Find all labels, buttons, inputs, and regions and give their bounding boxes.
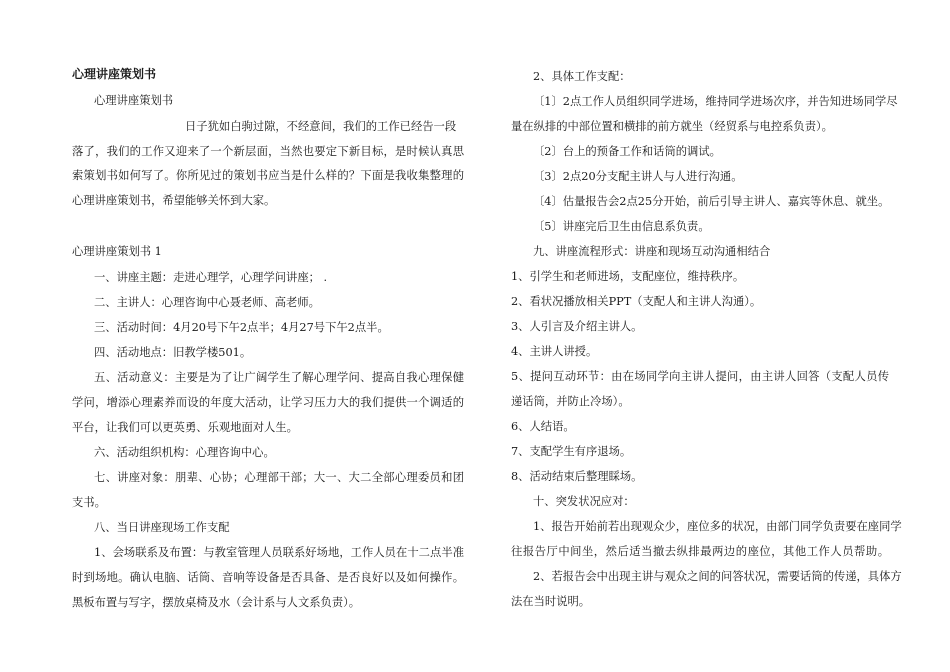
plan-item: 四、活动地点：旧教学楼501。 bbox=[94, 346, 252, 359]
plan-item: 六、活动组织机构：心理咨询中心。 bbox=[94, 446, 275, 459]
plan-item-continued: 递话筒，并防止冷场）。 bbox=[511, 395, 630, 408]
plan-item-continued: 学问，增添心理素养而设的年度大活动，让学习压力大的我们提供一个调适的 bbox=[72, 396, 464, 409]
intro-line: 日子犹如白驹过隙，不经意间，我们的工作已经告一段 bbox=[185, 120, 457, 133]
plan-item: 八、当日讲座现场工作支配 bbox=[94, 521, 230, 534]
plan-item-continued: 往报告厅中间坐，然后适当撤去纵排最两边的座位，其他工作人员帮助。 bbox=[511, 545, 889, 558]
plan-item: 5、提问互动环节：由在场同学向主讲人提问，由主讲人回答（支配人员传 bbox=[511, 370, 889, 383]
plan-item: 〔4〕估量报告会2点25分开始，前后引导主讲人、嘉宾等休息、就坐。 bbox=[533, 195, 890, 208]
plan-item: 2、若报告会中出现主讲与观众之间的问答状况，需要话筒的传递，具体方 bbox=[533, 570, 902, 583]
plan-item: 6、人结语。 bbox=[511, 420, 575, 433]
plan-item-continued: 支书。 bbox=[72, 496, 106, 509]
plan-item-continued: 平台，让我们可以更英勇、乐观地面对人生。 bbox=[72, 421, 298, 434]
document-title: 心理讲座策划书 bbox=[72, 67, 157, 81]
section-title: 心理讲座策划书 1 bbox=[72, 245, 162, 258]
plan-item: 九、讲座流程形式：讲座和现场互动沟通相结合 bbox=[533, 245, 771, 258]
intro-line: 索策划书如何写了。你所见过的策划书应当是什么样的？下面是我收集整理的 bbox=[72, 169, 464, 182]
plan-item: 五、活动意义：主要是为了让广阔学生了解心理学问、提高自我心理保健 bbox=[94, 371, 464, 384]
document-subtitle: 心理讲座策划书 bbox=[94, 94, 174, 107]
plan-item: 8、活动结束后整理睬场。 bbox=[511, 470, 643, 483]
intro-line: 心理讲座策划书，希望能够关怀到大家。 bbox=[72, 194, 276, 207]
plan-item: 1、引学生和老师进场，支配座位，维持秩序。 bbox=[511, 270, 745, 283]
plan-item: 十、突发状况应对： bbox=[533, 495, 635, 508]
plan-item: 1、报告开始前若出现观众少，座位多的状况，由部门同学负责要在座同学 bbox=[533, 520, 902, 533]
plan-item: 〔1〕2点工作人员组织同学进场，维持同学进场次序，并告知进场同学尽 bbox=[533, 95, 898, 108]
plan-item: 3、人引言及介绍主讲人。 bbox=[511, 320, 643, 333]
plan-item-continued: 法在当时说明。 bbox=[511, 595, 591, 608]
plan-item: 一、讲座主题：走进心理学，心理学问讲座； . bbox=[94, 271, 328, 284]
plan-item: 〔2〕台上的预备工作和话筒的调试。 bbox=[533, 145, 721, 158]
plan-item: 七、讲座对象：朋辈、心协；心理部干部；大一、大二全部心理委员和团 bbox=[94, 471, 464, 484]
plan-item: 1、会场联系及布置：与教室管理人员联系好场地，工作人员在十二点半准 bbox=[94, 546, 464, 559]
intro-line: 落了，我们的工作又迎来了一个新层面，当然也要定下新目标，是时候认真思 bbox=[72, 145, 464, 158]
plan-item-continued: 时到场地。确认电脑、话筒、音响等设备是否具备、是否良好以及如何操作。 bbox=[72, 571, 464, 584]
plan-item: 7、支配学生有序退场。 bbox=[511, 445, 632, 458]
plan-item: 4、主讲人讲授。 bbox=[511, 345, 598, 358]
plan-item-continued: 量在纵排的中部位置和横排的前方就坐（经贸系与电控系负责）。 bbox=[511, 120, 833, 133]
plan-item: 三、活动时间：4月20号下午2点半；4月27号下午2点半。 bbox=[94, 321, 389, 334]
plan-item: 二、主讲人：心理咨询中心聂老师、高老师。 bbox=[94, 296, 320, 309]
plan-item: 2、具体工作支配： bbox=[533, 70, 631, 83]
plan-item: 〔3〕2点20分支配主讲人与人进行沟通。 bbox=[533, 170, 743, 183]
plan-item-continued: 黑板布置与写字，摆放桌椅及水（会计系与人文系负责）。 bbox=[72, 596, 361, 609]
plan-item: 2、看状况播放相关PPT（支配人和主讲人沟通）。 bbox=[511, 295, 762, 308]
plan-item: 〔5〕讲座完后卫生由信息系负责。 bbox=[533, 220, 710, 233]
